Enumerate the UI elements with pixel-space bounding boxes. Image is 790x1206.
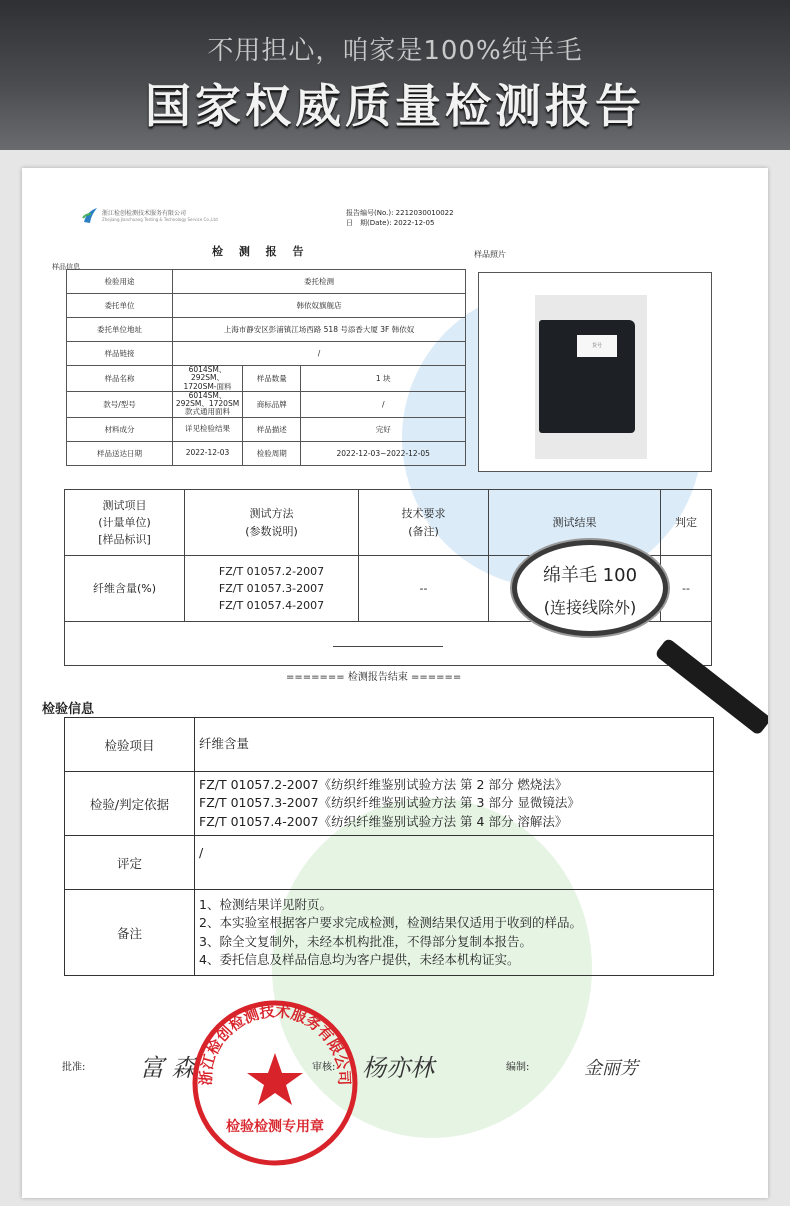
cell-label: 委托单位 [67, 294, 173, 318]
cell-label: 备注 [65, 890, 195, 976]
sample-info-table [66, 269, 466, 466]
cell-value: 6014SM、292SM、1720SM 款式通用面料 [173, 391, 243, 417]
banner-tagline: 不用担心，咱家是100%纯羊毛 [207, 36, 583, 66]
approve-signature: 富 森 [140, 1054, 196, 1082]
report-date: 日 期(Date): 2022-12-05 [346, 219, 435, 227]
note-line: 3、除全文复制外，未经本机构批准，不得部分复制本报告。 [199, 933, 532, 949]
official-seal [190, 998, 360, 1168]
cell-label: 样品送达日期 [67, 441, 173, 465]
test-item: 纤维含量(%) [65, 556, 185, 622]
seal-bottom-text: 检验检测专用章 [226, 1119, 324, 1135]
cell-label: 评定 [65, 836, 195, 890]
fabric-label-tag [577, 335, 617, 357]
cell-label: 商标品牌 [243, 391, 301, 417]
cell-label: 检验周期 [243, 441, 301, 465]
header-line: [样品标识] [98, 533, 151, 547]
basis-line: FZ/T 01057.4-2007《纺织纤维鉴别试验方法 第 4 部分 溶解法》 [199, 813, 568, 829]
cell-value: 2022-12-03 [173, 441, 243, 465]
compile-signature: 金丽芳 [584, 1058, 638, 1079]
test-verdict: -- [661, 556, 712, 622]
header-result: 测试结果 [489, 490, 661, 556]
report-end-line: ======= 检测报告结束 ====== [286, 672, 462, 683]
sample-photo-label: 样品照片 [474, 250, 506, 259]
header-line: (计量单位) [98, 515, 151, 529]
sample-photo [478, 272, 712, 472]
cell-label: 材料成分 [67, 417, 173, 441]
cell-value: 完好 [301, 417, 466, 441]
cell-value: 详见检验结果 [173, 417, 243, 441]
review-label: 审核: [312, 1062, 336, 1073]
cell-value [195, 890, 714, 976]
company-name: 浙江检创检测技术服务有限公司 [102, 210, 187, 217]
cell-value: 韩依奴旗舰店 [173, 294, 466, 318]
method-line: FZ/T 01057.2-2007 [218, 564, 325, 578]
banner-headline: 国家权威质量检测报告 [145, 79, 645, 133]
tag-text: 货号 [591, 343, 602, 349]
report-paper [22, 168, 768, 1198]
cell-value: 2022-12-03~2022-12-05 [301, 441, 466, 465]
cell-label: 委托单位地址 [67, 318, 173, 342]
test-methods [185, 556, 359, 622]
cell-value: 1 块 [301, 366, 466, 392]
company-logo-icon [82, 206, 98, 224]
header-line: 技术要求 [401, 507, 446, 521]
header-line: 测试项目 [102, 498, 147, 512]
magnified-result: 绵羊毛 100 [542, 565, 638, 586]
cell-value: 6014SM、292SM、1720SM-面料 [173, 366, 243, 392]
cell-value: 上海市静安区彭浦镇江场西路 518 号添香大厦 3F 韩依奴 [173, 318, 466, 342]
cell-label: 样品数量 [243, 366, 301, 392]
header-line: 测试方法 [249, 507, 294, 521]
cell-label: 检验项目 [65, 718, 195, 772]
inspection-info-title: 检验信息 [42, 702, 95, 717]
cell-value: 纤维含量 [195, 718, 714, 772]
header-line: (参数说明) [245, 524, 298, 538]
top-banner [0, 0, 790, 150]
document-title: 检 测 报 告 [212, 245, 310, 258]
blank-line [333, 646, 443, 647]
compile-label: 编制: [506, 1062, 530, 1073]
note-line: 2、本实验室根据客户要求完成检测，检测结果仅适用于收到的样品。 [199, 915, 582, 931]
header-test-item [65, 490, 185, 556]
cell-value: 委托检测 [173, 270, 466, 294]
cell-label: 款号/型号 [67, 391, 173, 417]
seal-star-icon [247, 1053, 303, 1105]
cell-value [195, 772, 714, 836]
sample-info-label: 样品信息 [52, 263, 80, 271]
seal-ring-text: 浙江检创检测技术服务有限公司 [196, 1002, 354, 1086]
cell-label: 样品名称 [67, 366, 173, 392]
note-line: 1、检测结果详见附页。 [199, 897, 332, 913]
cell-label: 样品链接 [67, 342, 173, 366]
cell-value: / [173, 342, 466, 366]
header-requirement [359, 490, 489, 556]
note-line: 4、委托信息及样品信息均为客户提供，未经本机构证实。 [199, 951, 520, 967]
magnifier-lens [512, 540, 668, 636]
test-requirement: -- [359, 556, 489, 622]
cell-label: 样品描述 [243, 417, 301, 441]
header-line: (备注) [408, 524, 439, 538]
approve-label: 批准: [62, 1062, 86, 1073]
cell-label: 检验/判定依据 [65, 772, 195, 836]
header-verdict: 判定 [661, 490, 712, 556]
header-test-method [185, 490, 359, 556]
report-number: 报告编号(No.): 2212030010022 [346, 209, 454, 217]
cell-label: 检验用途 [67, 270, 173, 294]
cell-value: / [301, 391, 466, 417]
method-line: FZ/T 01057.4-2007 [218, 599, 325, 613]
company-name-en: Zhejiang Jianchuang Testing & Technology Service Co.,Ltd [102, 217, 218, 222]
basis-line: FZ/T 01057.3-2007《纺织纤维鉴别试验方法 第 3 部分 显微镜法》 [199, 795, 580, 811]
inspection-info-table [64, 717, 714, 976]
method-line: FZ/T 01057.3-2007 [218, 581, 325, 595]
review-signature: 杨亦林 [362, 1054, 434, 1082]
basis-line: FZ/T 01057.2-2007《纺织纤维鉴别试验方法 第 2 部分 燃烧法》 [199, 777, 568, 793]
magnified-note: (连接线除外) [543, 598, 637, 617]
cell-value: / [195, 836, 714, 890]
